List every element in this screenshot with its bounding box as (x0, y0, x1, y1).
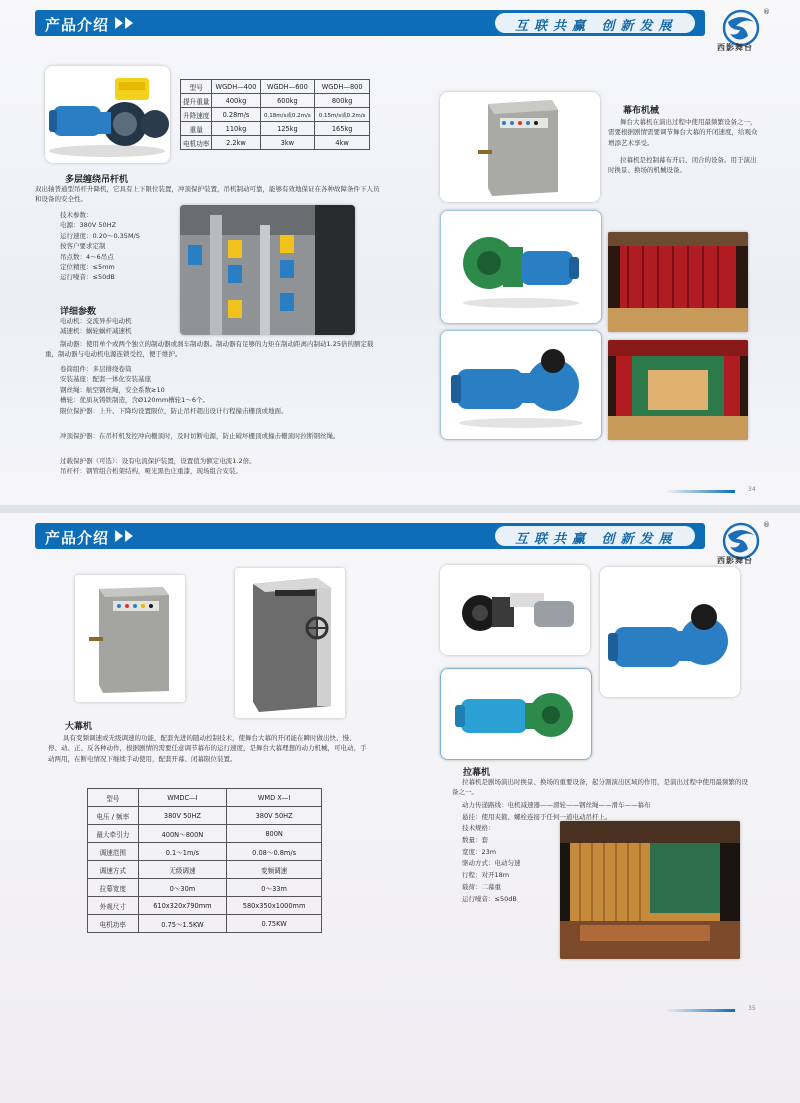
table-row (88, 843, 322, 861)
table-cell: 无级调速 (138, 861, 227, 879)
table-row (88, 825, 322, 843)
detail-line: 安装基座：配套一体化安装基座 (60, 375, 151, 384)
param-line: 电源：380V 50HZ (60, 221, 117, 230)
detail-line: 电动机：交流异步电动机 (60, 317, 132, 325)
table-row (88, 897, 322, 915)
table-cell: 3kw (260, 136, 315, 150)
detail-heading: 详细参数 (60, 307, 97, 317)
double-arrow-icon (115, 17, 135, 29)
spec-line: 行程：对开18m (462, 871, 510, 880)
detail-list-c (60, 456, 256, 477)
table-cell: 125kg (260, 122, 315, 136)
table-cell: WMD X—I (227, 789, 322, 807)
param-line: 吊点数：4～6吊点 (60, 252, 114, 261)
table-cell: 165kg (315, 122, 370, 136)
table-row (88, 915, 322, 933)
table-cell: 0.28m/s (212, 108, 260, 122)
winch-intro: 双出轴普通型吊杆升降机，它具有上下限位装置，冲顶保护装置，吊机制动可靠，能够有效地保证在各种故障条件下人员和设备的安全性。 (35, 185, 380, 204)
winch-spec-table (180, 79, 370, 150)
spec-line: 悬挂：使用夹箍、螺栓连接于任何一道电动吊杆上。 (462, 812, 612, 821)
slogan-text: 互联共赢 创新发展 (515, 532, 678, 547)
table-cell: 外观尺寸 (88, 897, 139, 915)
detail-brake: 制动器：使用单个或两个独立的制动器或刹车制动器。制动器有足够的力矩在制动距离内制动1.25倍的额定载重，制动器与电动机电源连锁受控，便于维护。 (45, 340, 374, 359)
table-cell: 提升重量 (181, 94, 212, 108)
table-row (88, 789, 322, 807)
table-cell: 电机功率 (88, 915, 139, 933)
table-row (88, 861, 322, 879)
double-arrow-icon (115, 530, 135, 542)
table-row (88, 807, 322, 825)
section-title: 产品介绍 (45, 529, 110, 547)
table-cell: WMDC—I (138, 789, 227, 807)
detail-guard: 冲顶保护器：在吊杆机发控冲向栅顶时，及时切断电源，防止破坏栅顶或撞击栅顶时拉断钢丝绳。 (60, 432, 340, 440)
spec-line: 运行噪音：≤50dB (462, 894, 517, 903)
detail-line: 减速机：蜗轮蜗杆减速机 (60, 327, 132, 336)
table-cell: 最大牵引力 (88, 825, 139, 843)
spec-line: 数量：套 (462, 836, 488, 845)
table-cell: WGDH—800 (315, 80, 370, 94)
table-row (181, 94, 370, 108)
table-cell: 电压 / 频率 (88, 807, 139, 825)
param-line: 运行噪音：≤50dB (60, 273, 115, 282)
winch-heading: 多层缠绕吊杆机 (65, 175, 129, 185)
curtain-drive-motor-photo-b (600, 567, 740, 697)
curtain-machine-text: 舞台大幕机在演出过程中使用最频繁设备之一，需要根据剧情需要调节舞台大幕的开闭速度，给观众增添艺术享受。 (608, 118, 758, 147)
spec-line: 驱动方式：电动匀速 (462, 859, 521, 868)
table-cell: 0.08～0.8m/s (227, 843, 322, 861)
page-number-bar (665, 490, 735, 493)
curtain-drive-motor-photo-a (440, 565, 590, 655)
param-line: 定位精度：≤5mm (60, 262, 115, 271)
table-cell: WGDH—600 (260, 80, 315, 94)
main-curtain-machine-text: 具有变频调速或无级调速的功能，配套先进的随动控制技术，使舞台大幕的开闭能在瞬时做出快、慢、停、动、正、反各种动作，根据剧情的需要任意调节幕布的运行速度，是舞台大幕理想的动力机械，可电动、手动两用，在断电情况下继续手动使用，配套开幕、闭幕限位装置。 (48, 734, 367, 763)
control-cabinet-photo (440, 92, 600, 202)
table-row (88, 879, 322, 897)
main-curtain-machine-heading: 大幕机 (65, 722, 93, 732)
table-cell: 电机功率 (181, 136, 212, 150)
page-number: 35 (748, 1005, 756, 1012)
table-cell: 调速方式 (88, 861, 139, 879)
green-gear-motor-photo (440, 210, 602, 324)
param-line: 技术参数： (60, 211, 93, 219)
table-cell: 4kw (315, 136, 370, 150)
table-cell: 0～33m (227, 879, 322, 897)
table-cell: WGDH—400 (212, 80, 260, 94)
curtain-puller-text: 拉幕机是剧场演出时换景、换场的重要设备，起分割演出区域的作用，是演出过程中使用最频繁的设备之一。 (452, 778, 748, 797)
spec-line: 动力传递路线：电机减速器——滑轮——钢丝绳——滑车——幕布 (462, 801, 651, 809)
param-line: 运行速度：0.20～0.35M/S (60, 231, 140, 240)
detail-list-b (60, 364, 288, 416)
table-cell: 0.1～1m/s (138, 843, 227, 861)
table-cell: 重量 (181, 122, 212, 136)
manual-curtain-machine-photo (235, 568, 345, 718)
slogan-banner (495, 526, 695, 546)
table-row (181, 122, 370, 136)
catalog-page-34 (0, 0, 800, 505)
detail-line: 吊杆杆：钢管组合桁架结构，哑光黑色庄重漆，现场组合安装。 (60, 467, 242, 476)
page-divider (0, 505, 800, 513)
catalog-page-35 (0, 513, 800, 1103)
table-cell: 580x350x1000mm (227, 897, 322, 915)
detail-line: 槽轮：优质灰铸铁制造，含Ø120mm槽轮1～6个。 (60, 396, 209, 405)
table-cell: 800kg (315, 94, 370, 108)
curtain-machine-spec-table (87, 788, 322, 933)
section-header (35, 10, 705, 36)
table-cell: 调速范围 (88, 843, 139, 861)
detail-line: 过载保护器（可选）：设有电流保护装置，设置值为额定电流1.2倍。 (60, 457, 256, 465)
spec-line: 载荷：二幕重 (462, 882, 501, 891)
page-number-bar (665, 1009, 735, 1012)
table-cell: 型号 (181, 80, 212, 94)
table-cell: 升降速度 (181, 108, 212, 122)
blue-gear-motor-photo (440, 330, 602, 440)
section-header (35, 523, 705, 549)
table-cell: 0.15m/s或0.2m/s (315, 108, 370, 122)
table-cell: 2.2kw (212, 136, 260, 150)
table-cell: 变频调速 (227, 861, 322, 879)
registered-mark: ® (763, 521, 770, 529)
table-cell: 0.18m/s或0.2m/s (260, 108, 315, 122)
table-cell: 380V 50HZ (227, 807, 322, 825)
table-row (181, 136, 370, 150)
table-cell: 0～30m (138, 879, 227, 897)
table-cell: 型号 (88, 789, 139, 807)
curtain-puller-heading: 拉幕机 (463, 768, 491, 778)
curtain-machine-heading: 幕布机械 (623, 106, 660, 116)
winch-installation-photo (180, 205, 355, 335)
table-cell: 800N (227, 825, 322, 843)
table-cell: 110kg (212, 122, 260, 136)
brand-name: 西影舞台 (717, 555, 753, 565)
spec-line: 技术规格： (462, 824, 495, 833)
brand-name: 西影舞台 (717, 42, 753, 52)
table-row (181, 80, 370, 94)
winch-params (60, 210, 140, 283)
stage-curtain-photo-closed (608, 340, 748, 440)
table-cell: 0.75～1.5KW (138, 915, 227, 933)
slogan-banner (495, 13, 695, 33)
spec-line: 宽度：23m (462, 847, 497, 856)
detail-line: 钢丝绳：航空钢丝绳，安全系数≥10 (60, 385, 165, 394)
table-cell: 拉幕宽度 (88, 879, 139, 897)
table-cell: 400N～800N (138, 825, 227, 843)
table-row (181, 108, 370, 122)
detail-line: 卷筒组件：多层排绕卷筒 (60, 365, 132, 373)
registered-mark: ® (763, 8, 770, 16)
stage-curtain-photo (560, 821, 740, 959)
detail-line: 限位保护器：上升、下降均设置限位，防止吊杆超出设计行程撞击栅顶或地面。 (60, 406, 288, 415)
slogan-text: 互联共赢 创新发展 (515, 19, 678, 34)
curtain-drive-motor-photo-c (440, 668, 592, 760)
winch-photo (45, 66, 170, 163)
detail-list-a (60, 316, 132, 337)
curtain-machine-text-2: 拉幕机是控制幕布开启、闭合的设备。用于演出时换景、换场的机械设备。 (608, 156, 757, 175)
table-cell: 0.75KW (227, 915, 322, 933)
stage-curtain-photo-open (608, 232, 748, 332)
table-cell: 610x320x790mm (138, 897, 227, 915)
curtain-controller-photo (75, 575, 185, 702)
param-line: 按客户要求定制 (60, 242, 106, 251)
section-title: 产品介绍 (45, 16, 110, 34)
table-cell: 600kg (260, 94, 315, 108)
table-cell: 380V 50HZ (138, 807, 227, 825)
table-cell: 400kg (212, 94, 260, 108)
page-number: 34 (748, 486, 756, 493)
